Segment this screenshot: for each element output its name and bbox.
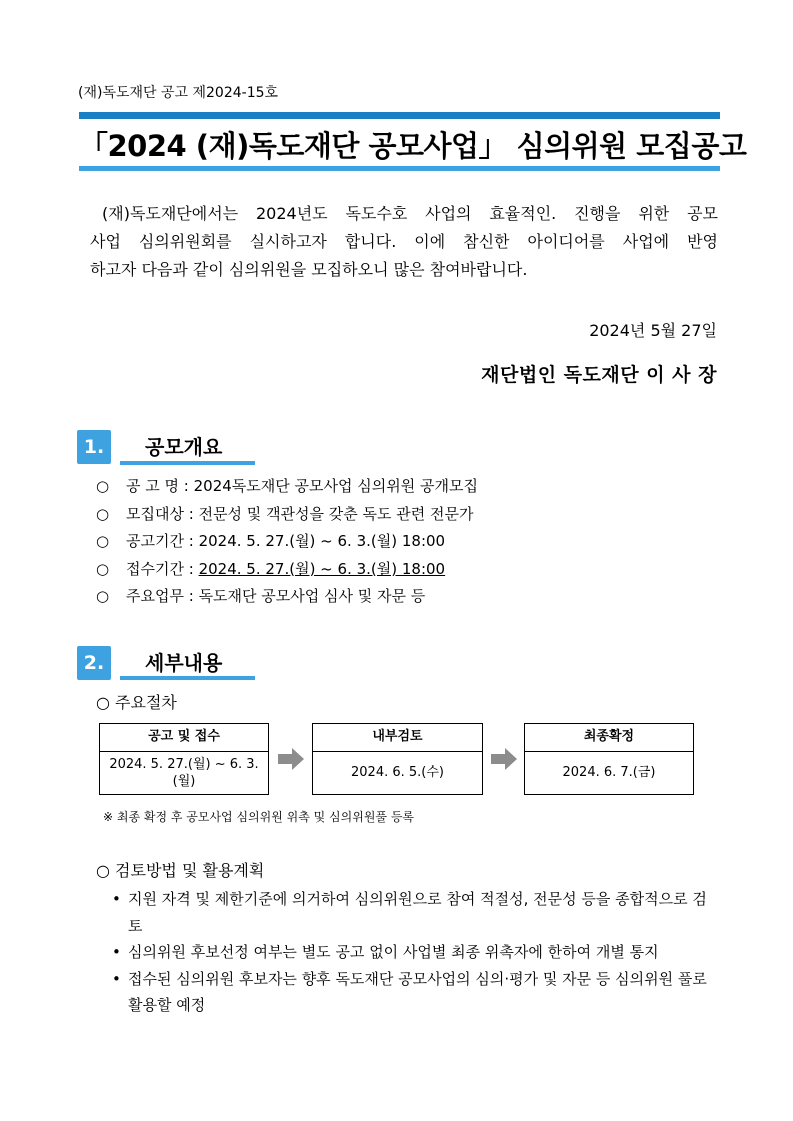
intro-paragraph — [90, 200, 718, 284]
item-label: 주요업무 — [126, 587, 184, 605]
review-heading: ○ 검토방법 및 활용계획 — [96, 861, 265, 880]
white-circle-icon: ○ — [96, 504, 110, 523]
title-bottom-rule — [79, 166, 720, 171]
list-item — [96, 501, 478, 529]
bullet-dot-icon: • — [112, 969, 121, 988]
item-value: : 전문성 및 객관성을 갖춘 독도 관련 전문가 — [188, 504, 474, 523]
right-arrow-icon — [278, 748, 304, 770]
signer: 재단법인 독도재단 이 사 장 — [481, 364, 717, 386]
right-arrow-icon — [491, 748, 517, 770]
intro-line: 하고자 다음과 같이 심의위원을 모집하오니 많은 참여바랍니다. — [90, 260, 528, 279]
list-item — [96, 556, 478, 584]
item-value: : 2024. 5. 27.(월) ~ 6. 3.(월) 18:00 — [188, 532, 446, 550]
white-circle-icon: ○ — [96, 587, 110, 605]
review-item-text: 접수된 심의위원 후보자는 향후 독도재단 공모사업의 심의·평가 및 자문 등 심의위원 풀로 활용할 예정 — [128, 969, 707, 1014]
item-label: 공고기간 — [126, 532, 184, 550]
review-list — [112, 886, 719, 1019]
step-box-announce — [99, 723, 269, 795]
review-item-text: 심의위원 후보선정 여부는 별도 공고 없이 사업별 최종 위촉자에 한하여 개별 통지 — [128, 943, 659, 961]
list-item — [96, 528, 478, 556]
list-item — [112, 939, 719, 966]
step-title: 최종확정 — [525, 724, 693, 752]
bullet-dot-icon: • — [112, 890, 121, 908]
item-value: : 2024독도재단 공모사업 심의위원 공개모집 — [183, 477, 478, 495]
list-item — [112, 886, 719, 939]
item-label: 접수기간 — [126, 559, 184, 578]
white-circle-icon: ○ — [96, 532, 110, 550]
section-1-title: 공모개요 — [145, 435, 223, 459]
review-item-text: 지원 자격 및 제한기준에 의거하여 심의위원으로 참여 적절성, 전문성 등을 종합적으로 검토 — [128, 890, 707, 935]
list-item — [96, 583, 478, 611]
step-title: 공고 및 접수 — [100, 724, 268, 752]
white-circle-icon: ○ — [96, 559, 110, 578]
intro-line: 사업 심의위원회를 실시하고자 합니다. 이에 참신한 아이디어를 사업에 반영 — [90, 232, 718, 251]
list-item — [96, 473, 478, 501]
intro-line: (재)독도재단에서는 2024년도 독도수호 사업의 효율적인. 진행을 위한 공모 — [102, 204, 718, 223]
procedure-heading: ○ 주요절차 — [96, 693, 177, 712]
section-2-title: 세부내용 — [145, 651, 223, 675]
step-title: 내부검토 — [313, 724, 482, 752]
item-value: : 독도재단 공모사업 심사 및 자문 등 — [188, 587, 426, 605]
step-date: 2024. 5. 27.(월) ~ 6. 3.(월) — [109, 756, 259, 789]
item-label: 공 고 명 — [126, 477, 180, 495]
item-label: 모집대상 — [126, 504, 184, 523]
white-circle-icon: ○ — [96, 477, 110, 495]
bullet-dot-icon: • — [112, 943, 121, 961]
section-1-underline — [120, 461, 255, 465]
step-box-final — [524, 723, 694, 795]
section-2-underline — [120, 676, 255, 680]
overview-list — [96, 473, 478, 611]
document-number: (재)독도재단 공고 제2024-15호 — [78, 85, 279, 101]
title-top-rule — [79, 112, 720, 119]
item-value: : — [188, 559, 199, 578]
item-value-underlined: 2024. 5. 27.(월) ~ 6. 3.(월) 18:00 — [198, 559, 446, 578]
step-date: 2024. 6. 5.(수) — [351, 765, 444, 780]
section-1-number: 1. — [77, 430, 111, 464]
section-2-number: 2. — [77, 646, 111, 680]
procedure-note: ※ 최종 확정 후 공모사업 심의위원 위촉 및 심의위원풀 등록 — [103, 810, 415, 824]
issue-date: 2024년 5월 27일 — [589, 321, 717, 340]
page-title: 「2024 (재)독도재단 공모사업」 심의위원 모집공고 — [79, 129, 747, 163]
step-date: 2024. 6. 7.(금) — [562, 765, 656, 780]
step-box-review — [312, 723, 483, 795]
list-item — [112, 966, 719, 1019]
